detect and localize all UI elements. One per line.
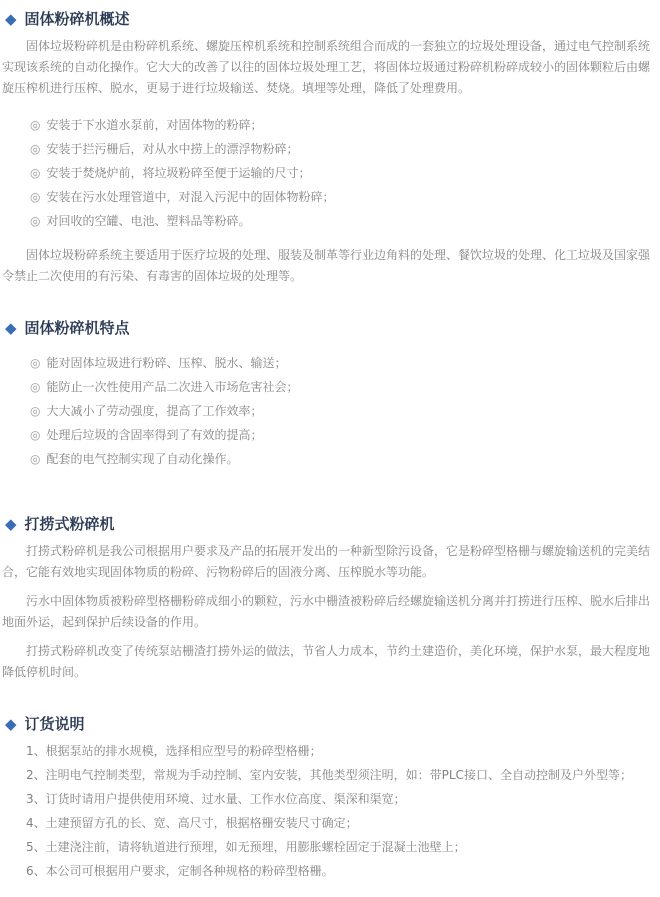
ring-bullet-icon: ◎ — [30, 380, 41, 394]
ring-bullet-icon: ◎ — [30, 404, 41, 418]
salvage-heading — [5, 515, 658, 533]
list-item-text: 能对固体垃圾进行粉碎、压榨、脱水、输送； — [46, 356, 287, 370]
features-heading — [5, 319, 658, 337]
salvage-paragraph: 打捞式粉碎机是我公司根据用户要求及产品的拓展开发出的一种新型除污设备，它是粉碎型格栅与螺旋输送机的完美结合，它能有效地实现固体物质的粉碎、污物粉碎后的固液分离、压榨脱水等功能。 — [2, 544, 651, 579]
list-item-text: 安装于焚烧炉前，将垃圾粉碎至便于运输的尺寸； — [46, 166, 311, 180]
list-item-text: 安装于下水道水泵前，对固体物的粉碎； — [46, 118, 263, 132]
section-ordering — [2, 715, 658, 882]
list-item-text: 处理后垃圾的含固率得到了有效的提高； — [46, 428, 263, 442]
diamond-icon: ◆ — [5, 515, 17, 533]
numbered-item: 6、本公司可根据用户要求，定制各种规格的粉碎型格栅。 — [26, 864, 334, 878]
list-item — [30, 423, 658, 447]
section-overview — [2, 10, 658, 287]
list-item — [30, 113, 658, 137]
numbered-item: 2、注明电气控制类型，常规为手动控制、室内安装，其他类型须注明，如：带PLC接口、全自动控制及户外型等； — [26, 768, 632, 782]
list-item-text: 配套的电气控制实现了自动化操作。 — [46, 452, 239, 466]
list-item — [30, 161, 658, 185]
ring-bullet-icon: ◎ — [30, 356, 41, 370]
list-item — [30, 185, 658, 209]
salvage-paragraph: 污水中固体物质被粉碎型格栅粉碎成细小的颗粒，污水中栅渣被粉碎后经螺旋输送机分离并打捞进行压榨、脱水后排出地面外运，起到保护后续设备的作用。 — [2, 594, 651, 629]
list-item — [30, 375, 658, 399]
ordering-list — [2, 741, 658, 882]
list-item-text: 安装在污水处理管道中，对混入污泥中的固体物粉碎； — [46, 190, 335, 204]
numbered-item: 1、根据泵站的排水规模，选择相应型号的粉碎型格栅； — [26, 744, 322, 758]
ring-bullet-icon: ◎ — [30, 428, 41, 442]
ring-bullet-icon: ◎ — [30, 214, 41, 228]
ordering-heading — [5, 715, 658, 733]
salvage-paragraph: 打捞式粉碎机改变了传统泵站栅渣打捞外运的做法，节省人力成本，节约土建造价，美化环境，保护水泵，最大程度地降低停机时间。 — [2, 644, 651, 679]
section-spacer — [2, 691, 658, 709]
overview-application-list — [2, 113, 658, 233]
numbered-item: 3、订货时请用户提供使用环境、过水量、工作水位高度、渠深和渠宽； — [26, 792, 406, 806]
section-salvage-crusher — [2, 515, 658, 683]
ordering-heading-label: 订货说明 — [24, 715, 85, 733]
diamond-icon: ◆ — [5, 10, 17, 28]
list-item-text: 大大减小了劳动强度，提高了工作效率； — [46, 404, 263, 418]
list-item — [30, 351, 658, 375]
overview-heading-label: 固体粉碎机概述 — [24, 10, 130, 28]
list-item — [30, 137, 658, 161]
list-item — [30, 399, 658, 423]
numbered-item: 4、土建预留方孔的长、宽、高尺寸，根据格栅安装尺寸确定； — [26, 816, 358, 830]
list-item-text: 安装于拦污栅后，对从水中捞上的漂浮物粉碎； — [46, 142, 299, 156]
ring-bullet-icon: ◎ — [30, 452, 41, 466]
ring-bullet-icon: ◎ — [30, 190, 41, 204]
list-item — [30, 447, 658, 471]
overview-intro-paragraph: 固体垃圾粉碎机是由粉碎机系统、螺旋压榨机系统和控制系统组合而成的一套独立的垃圾处理设备，通过电气控制系统实现该系统的自动化操作。它大大的改善了以往的固体垃圾处理工艺，将固体垃圾通过粉碎机粉碎成较小的固体颗粒后由螺旋压榨机进行压榨、脱水，更易于进行垃圾输送、焚烧。填埋等处理，降低了处理费用。 — [2, 39, 651, 95]
salvage-heading-label: 打捞式粉碎机 — [24, 515, 115, 533]
overview-summary-paragraph: 固体垃圾粉碎系统主要适用于医疗垃圾的处理、服装及制革等行业边角料的处理、餐饮垃圾的处理、化工垃圾及国家强令禁止二次使用的有污染、有毒害的固体垃圾的处理等。 — [2, 248, 651, 283]
ring-bullet-icon: ◎ — [30, 142, 41, 156]
overview-heading — [5, 10, 658, 28]
list-item-text: 对回收的空罐、电池、塑料品等粉碎。 — [46, 214, 251, 228]
numbered-item: 5、土建浇注前，请将轨道进行预埋，如无预埋，用膨胀螺栓固定于混凝土池壁上； — [26, 840, 466, 854]
ring-bullet-icon: ◎ — [30, 166, 41, 180]
section-features — [2, 319, 658, 471]
features-list — [2, 351, 658, 471]
diamond-icon: ◆ — [5, 319, 17, 337]
list-item — [30, 209, 658, 233]
section-spacer — [2, 295, 658, 313]
features-heading-label: 固体粉碎机特点 — [24, 319, 130, 337]
section-spacer — [2, 483, 658, 509]
diamond-icon: ◆ — [5, 715, 17, 733]
list-item-text: 能防止一次性使用产品二次进入市场危害社会； — [46, 380, 299, 394]
ring-bullet-icon: ◎ — [30, 118, 41, 132]
